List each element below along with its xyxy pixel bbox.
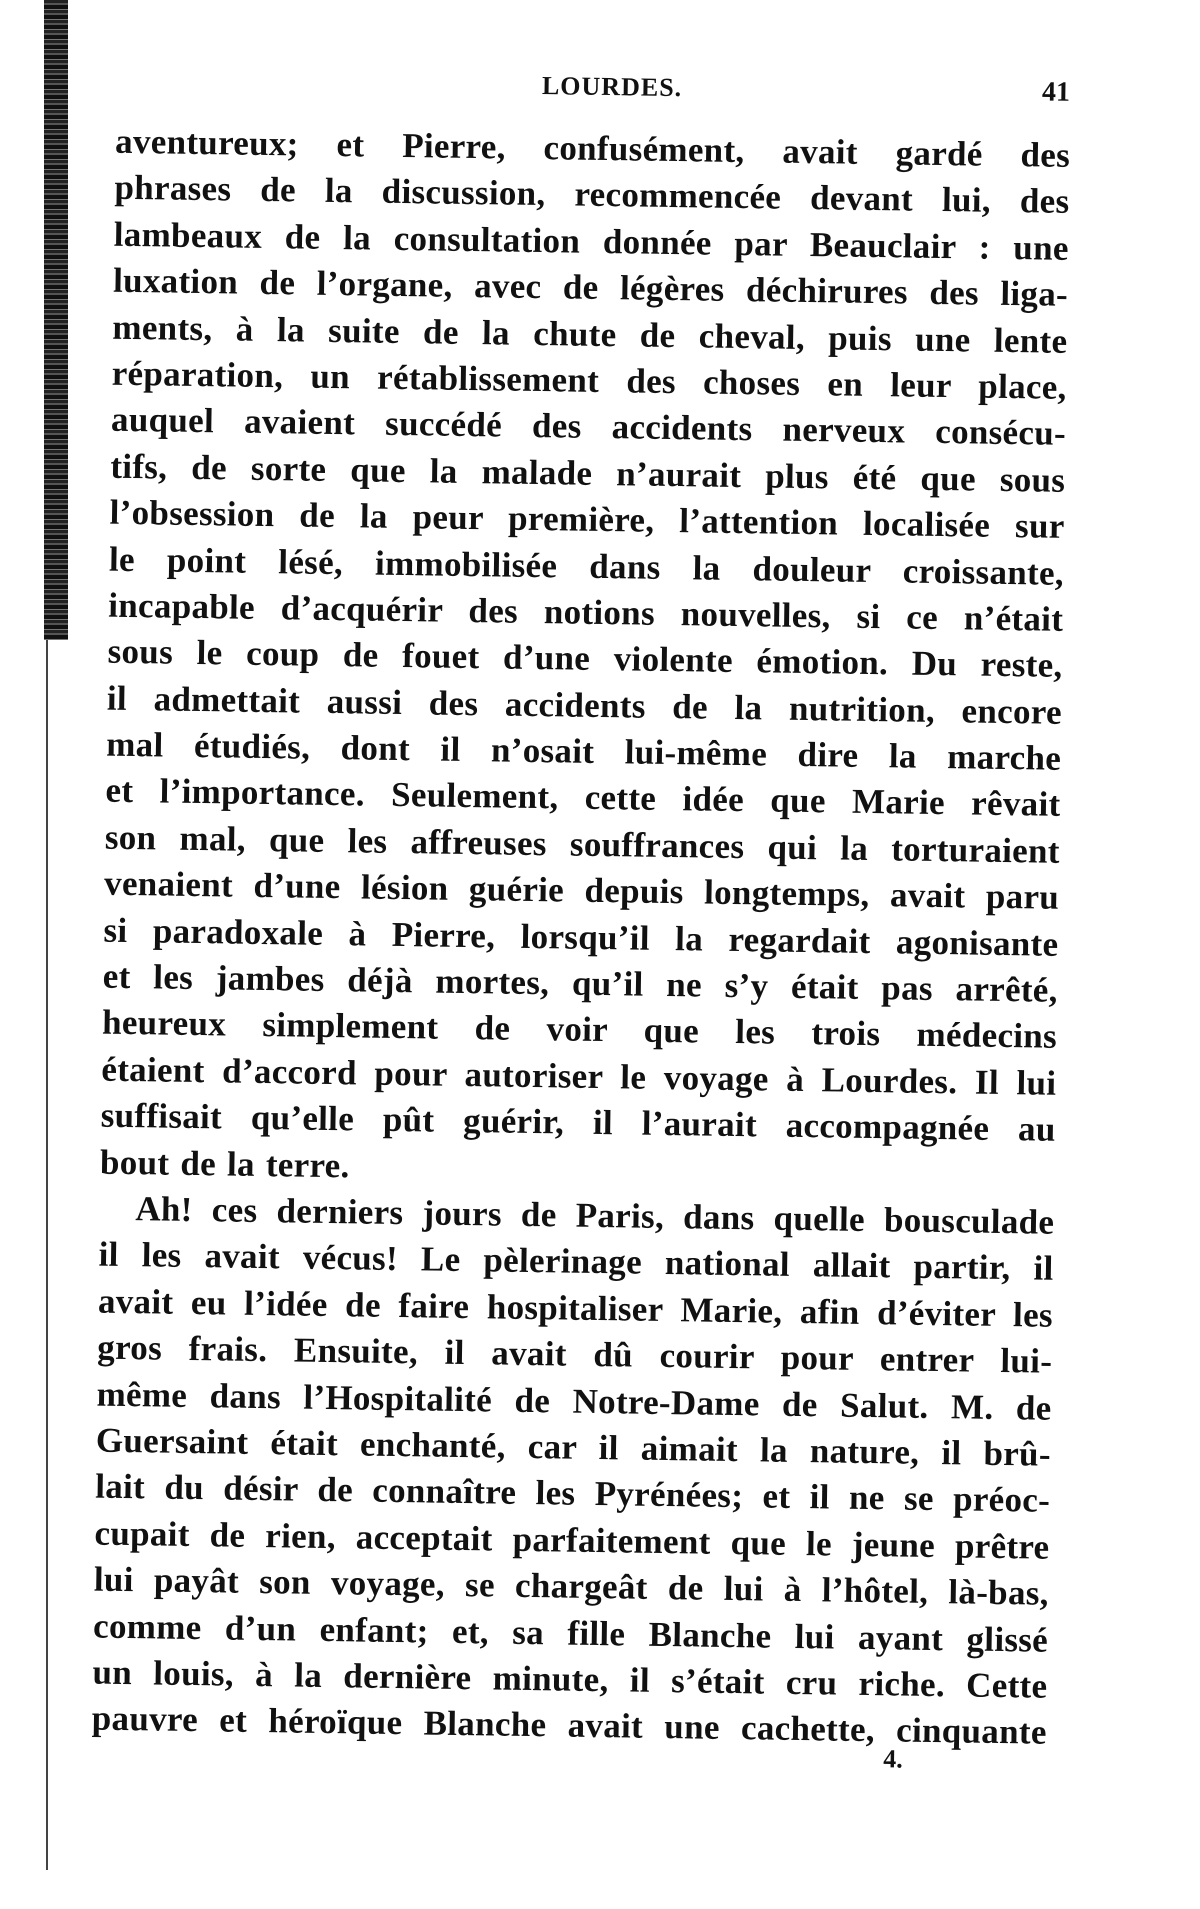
- text-line: même dans l’Hospitalité de Notre-Dame de Salut. M. de: [96, 1374, 1052, 1428]
- text-line: tifs, de sorte que la malade n’aurait plus été que sous: [110, 446, 1066, 500]
- text-line: auquel avaient succédé des accidents nerveux consécu-: [110, 400, 1067, 454]
- text-line: pauvre et héroïque Blanche avait une cachette, cinquante: [91, 1698, 1047, 1752]
- text-line: heureux simplement de voir que les trois médecins: [101, 1003, 1058, 1057]
- text-line: l’obsession de la peur première, l’attention localisée sur: [109, 492, 1065, 546]
- text-line: un louis, à la dernière minute, il s’était cru riche. Cette: [92, 1652, 1048, 1706]
- text-line: mal étudiés, dont il n’osait lui-même dire la marche: [105, 724, 1062, 778]
- text-line: le point lésé, immobilisée dans la douleur croissante,: [108, 539, 1065, 593]
- text-line: aventureux; et Pierre, confusément, avait gardé des: [114, 121, 1071, 175]
- text-line: cupait de rien, acceptait parfaitement que le jeune prêtre: [94, 1513, 1050, 1567]
- text-line: lui payât son voyage, se chargeât de lui à l’hôtel, là-bas,: [93, 1559, 1050, 1613]
- text-line: venaient d’une lésion guérie depuis longtemps, avait paru: [103, 863, 1060, 918]
- text-line: ments, à la suite de la chute de cheval, puis une lente: [112, 307, 1068, 361]
- text-line: gros frais. Ensuite, il avait dû courir pour entrer lui-: [97, 1327, 1053, 1381]
- text-line: bout de la terre.: [99, 1142, 350, 1185]
- text-line: réparation, un rétablissement des choses en leur place,: [111, 353, 1067, 407]
- text-line: lait du désir de connaître les Pyrénées; et il ne se préoc-: [94, 1466, 1051, 1521]
- text-line: luxation de l’organe, avec de légères déchirures des liga-: [112, 260, 1069, 315]
- text-line: phrases de la discussion, recommencée devant lui, des: [114, 168, 1070, 222]
- text-line: avait eu l’idée de faire hospitaliser Marie, afin d’éviter les: [97, 1281, 1054, 1335]
- text-line: son mal, que les affreuses souffrances qui la torturaient: [104, 817, 1061, 871]
- text-line: sous le coup de fouet d’une violente émotion. Du reste,: [107, 631, 1063, 686]
- text-line: Guersaint était enchanté, car il aimait la nature, il brû-: [95, 1420, 1052, 1474]
- text-line: lambeaux de la consultation donnée par Beauclair : une: [113, 214, 1070, 268]
- running-head: LOURDES.: [541, 71, 683, 103]
- text-line: et l’importance. Seulement, cette idée que Marie rêvait: [105, 771, 1061, 825]
- text-line: suffisait qu’elle pût guérir, il l’aurait accompagnée au: [100, 1095, 1056, 1149]
- text-line: Ah! ces derniers jours de Paris, dans quelle bousculade: [135, 1189, 1055, 1242]
- body-text: [91, 119, 1070, 1757]
- signature-mark: 4.: [883, 1744, 904, 1774]
- text-line: et les jambes déjà mortes, qu’il ne s’y était pas arrêté,: [102, 956, 1058, 1010]
- text-line: si paradoxale à Pierre, lorsqu’il la regardait agonisante: [103, 910, 1059, 964]
- page-number: 41: [1041, 76, 1071, 108]
- text-line: comme d’un enfant; et, sa fille Blanche lui ayant glissé: [92, 1606, 1049, 1660]
- text-line: étaient d’accord pour autoriser le voyage à Lourdes. Il lui: [101, 1049, 1057, 1103]
- text-line: incapable d’acquérir des notions nouvelles, si ce n’était: [108, 585, 1064, 639]
- text-line: il admettait aussi des accidents de la nutrition, encore: [106, 678, 1063, 732]
- text-line: il les avait vécus! Le pèlerinage national allait partir, il: [98, 1234, 1054, 1289]
